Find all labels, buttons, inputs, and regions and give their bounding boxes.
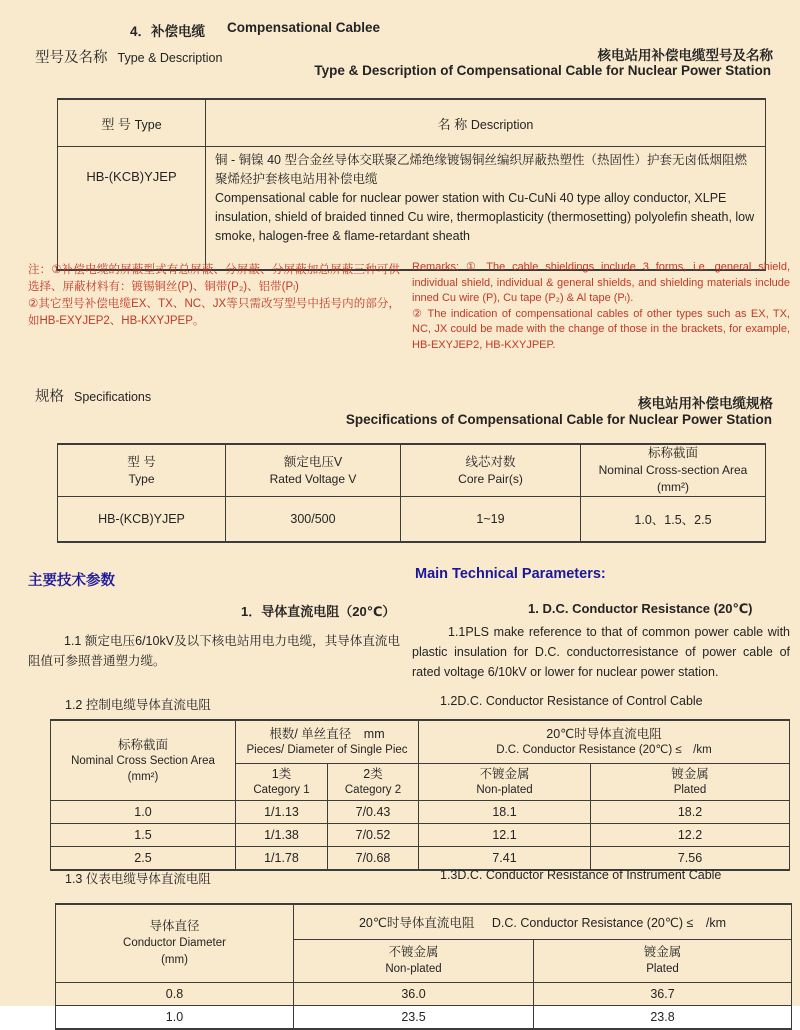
type-section-heading-cn: 核电站用补偿电缆型号及名称 — [597, 48, 773, 63]
control-cell: 7/0.68 — [328, 847, 419, 871]
instrument-header-resistance-cn: 20℃时导体直流电阻 — [358, 916, 475, 930]
table-row — [56, 1006, 792, 1030]
spec-table — [57, 443, 766, 543]
type-section-label-en: Type & Description — [117, 51, 223, 65]
control-cell: 7.56 — [591, 847, 790, 871]
page-title-cn: 4．补偿电缆 — [130, 24, 206, 39]
instrument-cell: 1.0 — [56, 1006, 294, 1030]
instrument-resistance-table — [55, 903, 792, 1030]
cable-description-en: Compensational cable for nuclear power station with Cu-CuNi 40 type alloy conductor, XLPE insulation, shield of braided tinned Cu wire, thermoplasticity (thermosetting) polyolefin sheath, low smoke, halogen-free & flame-retardant sheath — [215, 191, 755, 243]
control-cell: 1.0 — [51, 801, 236, 824]
control-header-crosssection-en: Nominal Cross Section Area — [71, 754, 215, 767]
instrument-cell: 23.5 — [294, 1006, 534, 1030]
dc-resistance-subheading-en: 1. D.C. Conductor Resistance (20℃) — [528, 601, 753, 616]
control-cell: 7.41 — [419, 847, 591, 871]
spec-cell-type: HB-(KCB)YJEP — [58, 497, 226, 543]
instrument-cell: 23.8 — [534, 1006, 792, 1030]
control-cell: 7/0.52 — [328, 824, 419, 847]
instrument-header-plated — [534, 940, 792, 983]
paragraph-1-1-en: 1.1PLS make reference to that of common power cable with plastic insulation for D.C. conductorresistance of power cable of rated voltage 6/10kV or lower for nuclear power station. — [412, 625, 790, 679]
paragraph-1-3-cn: 1.3 仪表电缆导体直流电阻 — [65, 872, 211, 886]
table-row — [56, 983, 792, 1006]
remarks-cn-item2: ②其它型号补偿电缆EX、TX、NC、JX等只需改写型号中括号内的部分，如HB-EXYJEP2、HB-KXYJPEP。 — [28, 298, 400, 327]
instrument-table-group-header-row — [56, 904, 792, 940]
spec-header-voltage-cn: 额定电压V — [283, 454, 343, 469]
spec-cell-voltage: 300/500 — [226, 497, 401, 543]
instrument-header-diameter-unit: (mm) — [161, 954, 188, 966]
control-header-resistance-en: D.C. Conductor Resistance (20℃) ≤ /km — [496, 744, 712, 756]
spec-cell-crosssection: 1.0、1.5、2.5 — [581, 497, 766, 543]
control-header-crosssection-cn: 标称截面 — [117, 737, 168, 752]
remarks-en-item2: ② The indication of compensational cables of other types such as EX, TX, NC, JX could be made with the change of those in the brackets, for example, HB-EXYJEP2, HB-KXYJPEP. — [412, 307, 790, 351]
spec-header-voltage-en: Rated Voltage V — [269, 471, 357, 486]
control-header-plated-en: Plated — [673, 784, 707, 796]
control-header-plated-cn: 镀金属 — [671, 767, 709, 781]
table-row — [51, 801, 790, 824]
control-cell: 2.5 — [51, 847, 236, 871]
remarks-cn — [28, 262, 400, 330]
control-cell: 7/0.43 — [328, 801, 419, 824]
control-header-pieces-diameter — [236, 720, 419, 764]
params-heading-en: Main Technical Parameters: — [415, 566, 606, 582]
control-header-nonplated-en: Non-plated — [476, 784, 533, 796]
params-heading-cn: 主要技术参数 — [28, 573, 115, 589]
cable-description-cn: 铜 - 铜镍 40 型合金丝导体交联聚乙烯绝缘镀锡铜丝编织屏蔽热塑性（热固性）护套无卤低烟阻燃聚烯烃护套核电站用补偿电缆 — [215, 153, 747, 186]
type-column-header — [58, 99, 206, 147]
control-header-resistance — [419, 720, 790, 764]
spec-section-heading-cn: 核电站用补偿电缆规格 — [638, 396, 773, 411]
spec-section-heading-en: Specifications of Compensational Cable for Nuclear Power Station — [345, 412, 772, 427]
remarks-en — [412, 260, 790, 353]
control-header-crosssection-unit: (mm²) — [127, 770, 159, 783]
type-section-heading-en: Type & Description of Compensational Cable for Nuclear Power Station — [314, 63, 771, 78]
spec-section-label-cn: 规格 — [35, 389, 64, 405]
spec-header-corepairs — [401, 444, 581, 497]
control-header-resistance-cn: 20℃时导体直流电阻 — [546, 727, 662, 741]
spec-header-corepairs-cn: 线芯对数 — [465, 454, 516, 469]
type-section-label-cn: 型号及名称 — [35, 50, 108, 66]
spec-header-crosssection-cn: 标称截面 — [647, 446, 698, 460]
control-cell: 18.2 — [591, 801, 790, 824]
type-column-header-en: Type — [134, 117, 162, 132]
type-description-header-row — [58, 99, 766, 147]
control-cell: 12.1 — [419, 824, 591, 847]
spec-header-row — [58, 444, 766, 497]
spec-header-type — [58, 444, 226, 497]
control-table-group-header-row — [51, 720, 790, 764]
control-header-category2-en: Category 2 — [344, 784, 402, 796]
table-row — [51, 847, 790, 871]
cable-type-cell: HB-(KCB)YJEP — [58, 147, 206, 271]
cable-description-cell — [206, 147, 766, 271]
control-cell: 12.2 — [591, 824, 790, 847]
description-column-header-en: Description — [470, 117, 534, 132]
control-resistance-table — [50, 719, 790, 871]
control-header-plated — [591, 764, 790, 801]
control-header-category1-en: Category 1 — [253, 784, 310, 796]
type-description-table — [57, 98, 766, 271]
spec-header-corepairs-en: Core Pair(s) — [458, 471, 523, 486]
control-header-category2-cn: 2类 — [363, 767, 383, 781]
description-column-header-cn: 名 称 — [437, 116, 468, 132]
control-cell: 1.5 — [51, 824, 236, 847]
control-cell: 1/1.13 — [236, 801, 328, 824]
instrument-header-nonplated-en: Non-plated — [385, 963, 442, 975]
instrument-header-diameter — [56, 904, 294, 983]
instrument-header-resistance — [294, 904, 792, 940]
instrument-cell: 36.7 — [534, 983, 792, 1006]
control-cell: 18.1 — [419, 801, 591, 824]
spec-cell-corepairs: 1~19 — [401, 497, 581, 543]
spec-section-label-en: Specifications — [74, 390, 152, 404]
type-section-label — [35, 46, 222, 67]
remarks-en-item1: Remarks: ① The cable shieldings include 3 forms, i.e. general shield, individual shield, individual & general shields, and shielding materials include inned Cu wire (P), Cu tape (P₂) & Al tape (Pₗ). — [412, 261, 790, 304]
description-column-header — [206, 99, 766, 147]
control-cell: 1/1.78 — [236, 847, 328, 871]
spec-data-row — [58, 497, 766, 543]
dc-resistance-subheading-cn: 1．导体直流电阻（20℃） — [241, 604, 396, 619]
control-header-category1-cn: 1类 — [271, 767, 292, 781]
instrument-header-nonplated-cn: 不镀金属 — [388, 945, 439, 959]
paragraph-1-1-cn: 1.1 额定电压6/10kV及以下核电站用电力电缆，其导体直流电阻值可参照普通塑力缆。 — [28, 634, 400, 668]
table-row — [58, 147, 766, 271]
control-header-category1 — [236, 764, 328, 801]
spec-header-crosssection — [581, 444, 766, 497]
control-header-crosssection — [51, 720, 236, 801]
paragraph-1-3-en: 1.3D.C. Conductor Resistance of Instrument Cable — [440, 868, 722, 882]
type-column-header-cn: 型 号 — [101, 116, 131, 132]
instrument-header-plated-en: Plated — [646, 963, 679, 975]
spec-section-label — [35, 385, 151, 406]
page-title — [130, 20, 380, 40]
instrument-header-diameter-en: Conductor Diameter — [123, 937, 226, 949]
spec-header-voltage — [226, 444, 401, 497]
spec-header-type-en: Type — [128, 471, 155, 486]
table-row — [51, 824, 790, 847]
control-header-nonplated-cn: 不镀金属 — [479, 767, 530, 781]
paragraph-1-2-cn: 1.2 控制电缆导体直流电阻 — [65, 698, 211, 712]
instrument-cell: 0.8 — [56, 983, 294, 1006]
control-header-pieces-diameter-cn: 根数/ 单丝直径 mm — [269, 727, 385, 741]
control-header-pieces-diameter-en: Pieces/ Diameter of Single Piec — [246, 744, 408, 756]
page-title-en: Compensational Cablee — [227, 20, 381, 35]
instrument-cell: 36.0 — [294, 983, 534, 1006]
instrument-header-nonplated — [294, 940, 534, 983]
instrument-header-resistance-en: D.C. Conductor Resistance (20℃) ≤ /km — [491, 916, 727, 930]
control-header-category2 — [328, 764, 419, 801]
paragraph-1-2-en: 1.2D.C. Conductor Resistance of Control Cable — [440, 694, 703, 708]
spec-header-crosssection-en: Nominal Cross-section Area (mm²) — [598, 463, 748, 494]
control-header-nonplated — [419, 764, 591, 801]
control-cell: 1/1.38 — [236, 824, 328, 847]
spec-header-type-cn: 型 号 — [127, 454, 156, 469]
instrument-header-diameter-cn: 导体直径 — [149, 919, 200, 933]
remarks-cn-item1: 注：①补偿电缆的屏蔽型式有总屏蔽、分屏蔽、分屏蔽加总屏蔽三种可供选择、屏蔽材料有：镀锡铜丝(P)、铜带(P₂)、铝带(Pₗ) — [28, 264, 400, 293]
instrument-header-plated-cn: 镀金属 — [643, 945, 682, 959]
